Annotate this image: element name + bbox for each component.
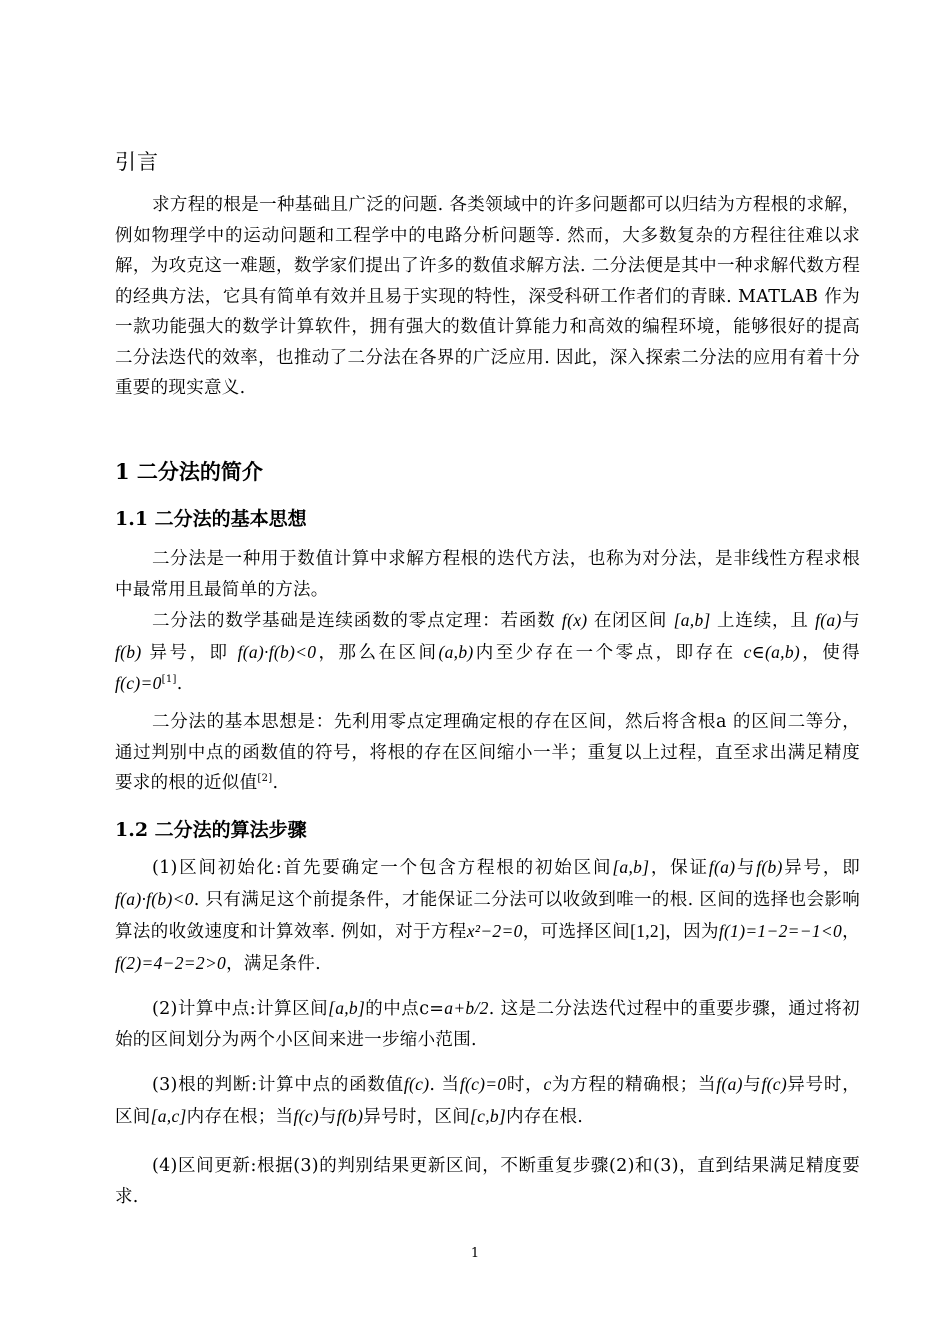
text-run: ，使得 [800, 642, 860, 663]
text-run: 内存在根；当 [186, 1107, 294, 1127]
math-f-c: f(c) [403, 1074, 430, 1094]
math-f-2: f(2)=4−2=2>0 [115, 953, 227, 973]
math-f-c-zero: f(c)=0 [459, 1074, 507, 1094]
text-run: . 当 [429, 1075, 460, 1095]
math-f-b: f(b) [336, 1106, 364, 1126]
text-run: 异号，即 [782, 858, 861, 878]
text-run: 内至少存在一个零点，即存在 [473, 642, 736, 663]
citation-2: [2] [257, 773, 273, 784]
math-f-x: f(x) [561, 610, 588, 630]
text-run: 二分法的基本思想是：先利用零点定理确定根的存在区间，然后将含根a 的区间二等分，通过判别中点的函数值的符号，将根的存在区间缩小一半；重复以上过程，直至求出满足精度要求的根的近似值 [115, 712, 860, 793]
text-run: 异号时，区间 [363, 1107, 471, 1127]
text-run: ，保证 [649, 858, 709, 878]
section-1-1-paragraph-3 [115, 707, 860, 799]
math-c-in-ab: c∈(a,b) [743, 641, 801, 662]
math-interval-a-b: [a,b] [328, 998, 366, 1018]
text-run: (1)区间初始化:首先要确定一个包含方程根的初始区间 [152, 858, 613, 878]
text-run: 时， [506, 1075, 544, 1095]
math-f-b: f(b) [756, 857, 783, 877]
section-1-1-paragraph-2 [115, 605, 860, 700]
text-run: . [272, 773, 279, 793]
section-1-1-heading: 1.1 二分法的基本思想 [115, 508, 307, 530]
text-run: 与 [735, 858, 757, 878]
math-f-a: f(a) [815, 610, 842, 630]
math-midpoint: a+b/2 [444, 998, 489, 1018]
math-f-a: f(a) [716, 1074, 743, 1094]
page-number: 1 [470, 1246, 480, 1261]
math-f-c: f(c) [761, 1074, 787, 1094]
text-run: 的中点c= [365, 999, 445, 1019]
math-interval-1-2: [1,2] [630, 921, 666, 941]
text-run: 异号时，区间 [115, 1075, 860, 1127]
text-run: 为方程的精确根；当 [551, 1075, 717, 1095]
text-run: ， [842, 922, 860, 942]
text-run: 与 [841, 611, 860, 631]
step-4-paragraph: (4)区间更新:根据(3)的判别结果更新区间，不断重复步骤(2)和(3)，直到结果满足精度要求. [115, 1156, 860, 1207]
math-open-interval-a-b: (a,b) [438, 641, 474, 662]
math-f-1: f(1)=1−2=−1<0 [718, 921, 843, 941]
math-c: c [543, 1074, 552, 1094]
math-equation-x2: x²−2=0 [466, 921, 523, 941]
citation-1: [1] [161, 674, 177, 685]
math-f-b: f(b) [115, 641, 142, 662]
section-1-2-heading: 1.2 二分法的算法步骤 [115, 819, 307, 841]
section-1-heading: 1 二分法的简介 [115, 459, 263, 484]
math-interval-a-b: [a,b] [673, 610, 711, 630]
intro-heading: 引言 [115, 150, 159, 174]
math-product-negative: f(a)·f(b)<0 [237, 641, 317, 662]
step-3-paragraph [115, 1069, 860, 1133]
math-f-a: f(a) [708, 857, 736, 877]
text-run: 异号，即 [149, 642, 230, 663]
math-interval-a-b: [a,b] [612, 857, 650, 877]
text-run: 内存在根. [506, 1107, 584, 1127]
text-run: 与 [318, 1107, 337, 1127]
step-2-paragraph [115, 993, 860, 1056]
math-f-c: f(c) [293, 1106, 319, 1126]
math-product-negative: f(a)·f(b)<0 [115, 889, 194, 909]
step-1-paragraph [115, 852, 860, 980]
intro-paragraph: 求方程的根是一种基础且广泛的问题. 各类领域中的许多问题都可以归结为方程根的求解，例如物理学中的运动问题和工程学中的电路分析问题等. 然而，大多数复杂的方程往往难以求解，为攻克这一难题，数学家们提出了许多的数值求解方法. 二分法便是其中一种求解代数方程的经典方法，它具有简单有效并且易于实现的特性，深受科研工作者们的青睐. MATLAB 作为一款功能强大的数学计算软件，拥有强大的数值计算能力和高效的编程环境，能够很好的提高二分法迭代的效率，也推动了二分法在各界的广泛应用. 因此，深入探索二分法的应用有着十分重要的现实意义. [115, 195, 860, 398]
text-run: ，可选择区间 [522, 922, 631, 942]
math-f-c-zero: f(c)=0 [115, 673, 162, 693]
text-run: ，那么在区间 [316, 642, 439, 663]
text-run: . [176, 674, 183, 694]
math-interval-c-b: [c,b] [470, 1106, 507, 1126]
text-run: 在闭区间 [593, 611, 668, 631]
text-run: (2)计算中点:计算区间 [152, 999, 329, 1019]
text-run: (3)根的判断:计算中点的函数值 [152, 1075, 404, 1095]
math-interval-a-c: [a,c] [150, 1106, 187, 1126]
text-run: 上连续，且 [717, 611, 809, 631]
text-run: . 这是二分法迭代过程中的重要步骤，通过将初始的区间划分为两个小区间来进一步缩小范围. [115, 999, 860, 1050]
text-run: 二分法的数学基础是连续函数的零点定理：若函数 [152, 611, 556, 631]
text-run: . 只有满足这个前提条件，才能保证二分法可以收敛到唯一的根. 区间的选择也会影响算法的收敛速度和计算效率. 例如，对于方程 [115, 890, 860, 942]
text-run: ，因为 [665, 922, 719, 942]
text-run: 与 [742, 1075, 762, 1095]
section-1-1-paragraph-1: 二分法是一种用于数值计算中求解方程根的迭代方法，也称为对分法，是非线性方程求根中最常用且最简单的方法。 [115, 549, 860, 600]
text-run: ，满足条件. [226, 954, 321, 974]
